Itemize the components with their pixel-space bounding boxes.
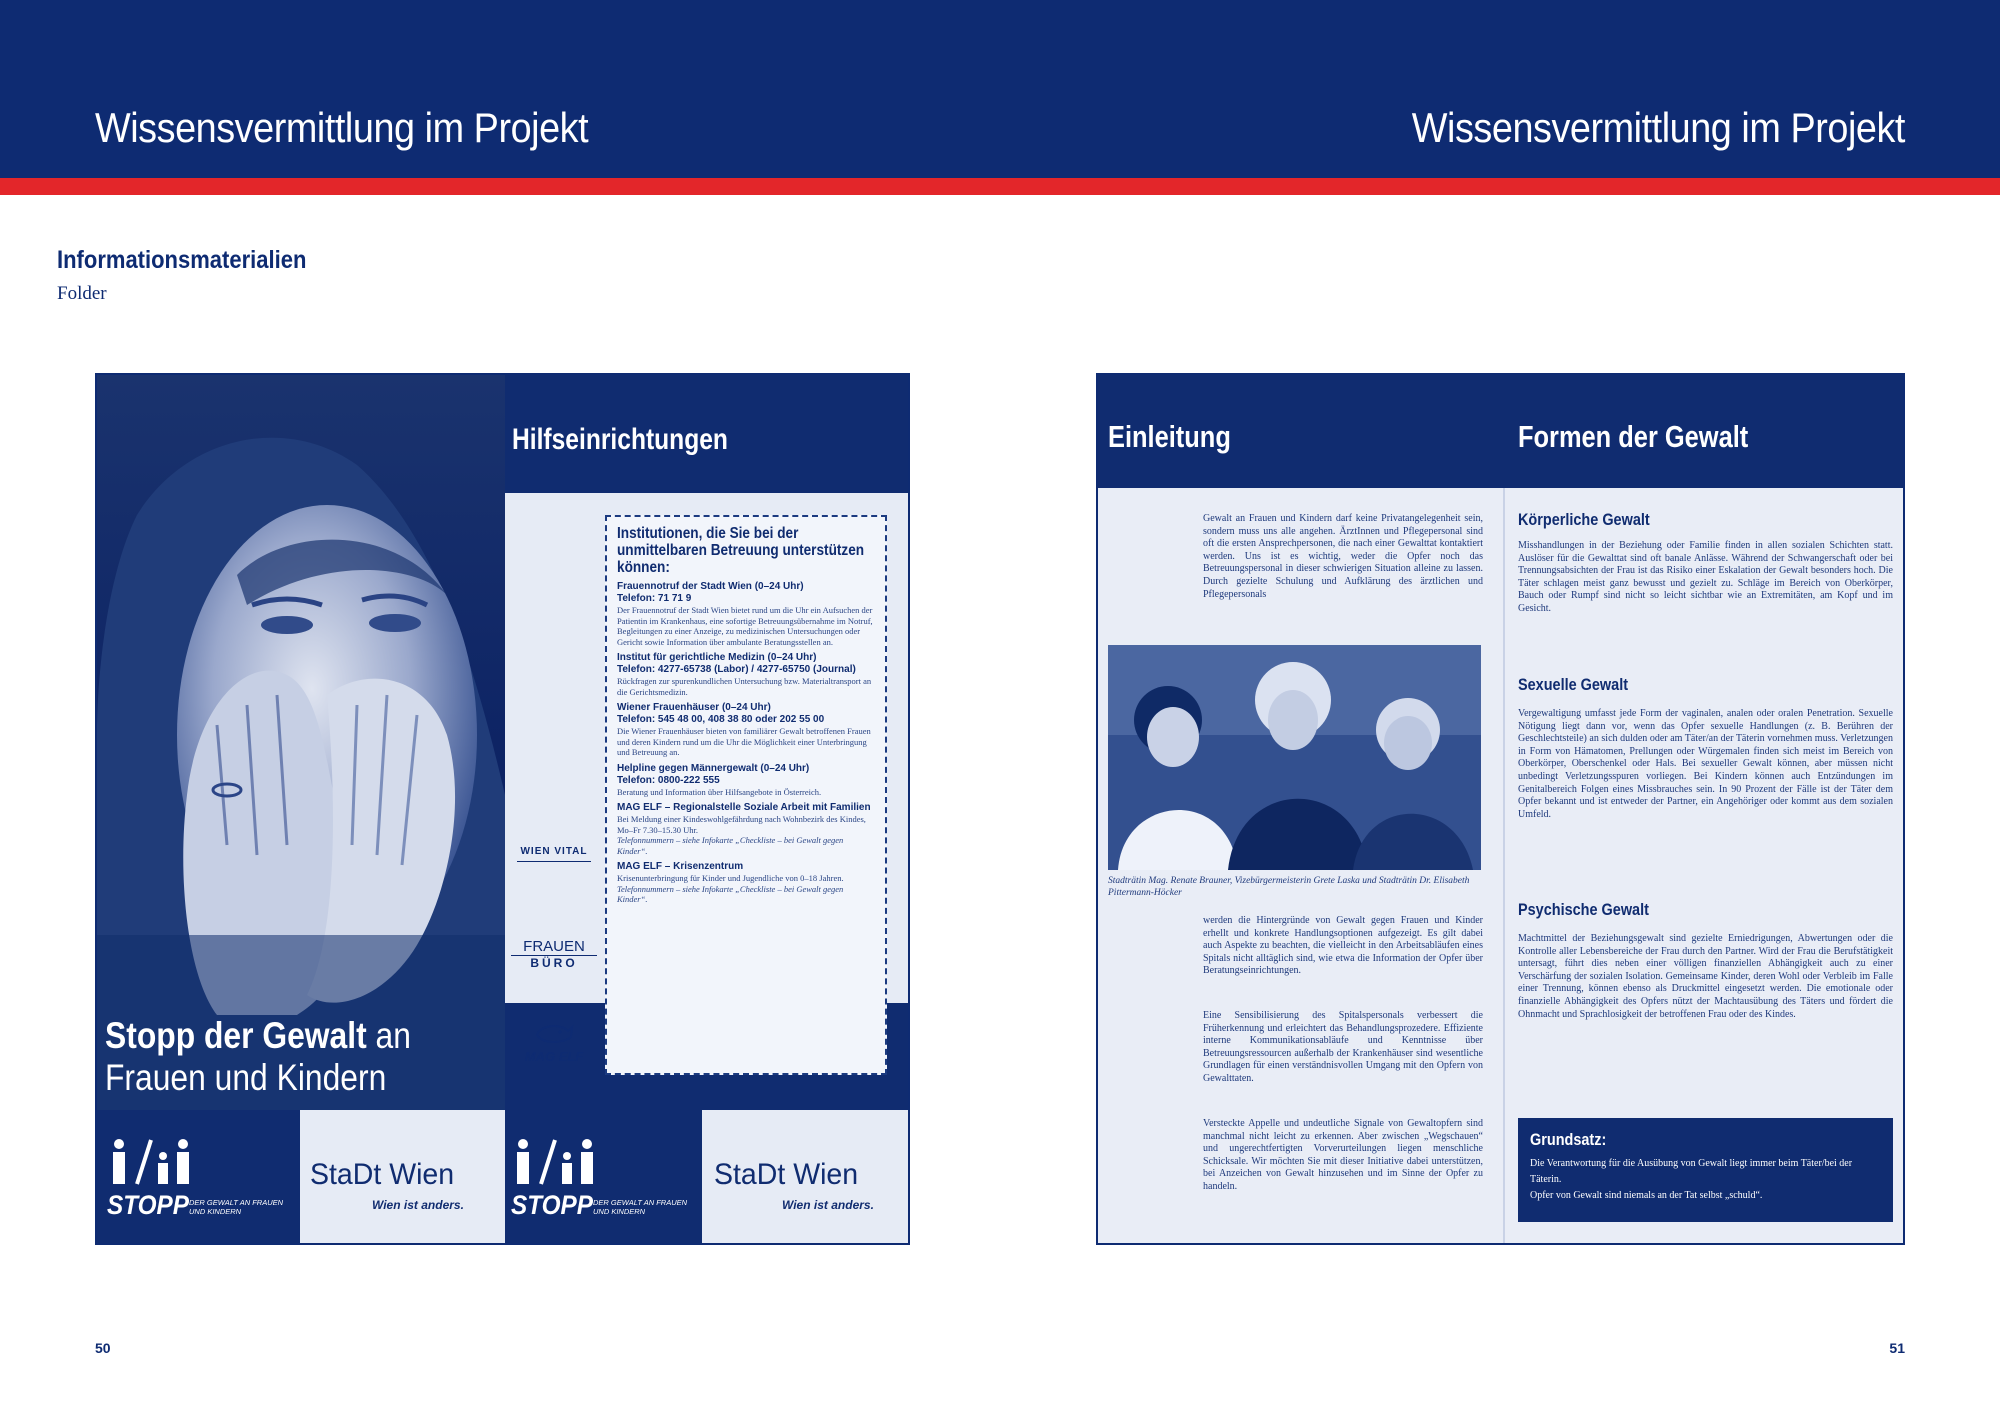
frauen-buero-logo: FRAUEN BÜRO: [511, 938, 597, 970]
grundsatz-text: [1530, 1156, 1881, 1204]
institution-description: Bei Meldung einer Kindeswohlgefährdung nach Wohnbezirk des Kindes, Mo–Fr 7.30–15.30 Uhr.: [617, 814, 866, 835]
koerperliche-gewalt-heading: Körperliche Gewalt: [1518, 510, 1650, 529]
wien-vital-logo: WIEN VITAL: [511, 845, 597, 862]
stadt-wien-wordmark: StaDt Wien: [714, 1158, 859, 1191]
page-number-left: 50: [95, 1340, 111, 1356]
list-item: [617, 702, 875, 758]
stopp-tagline: DER GEWALT AN FRAUEN UND KINDERN: [189, 1198, 284, 1216]
institutions-box: [605, 515, 887, 1075]
institution-phone: Telefon: 0800-222 555: [617, 774, 720, 786]
psychische-gewalt-text: Machtmittel der Beziehungsgewalt sind gezielte Erniedrigungen, Abwertungen oder die Kontrolle aller Lebensbereiche der Frau durch den Partner. Wird der Frau die Berufstätigkeit untersagt, führt dies neben einer völligen finanziellen Abhängigkeit auch zu einer Verschärfung der sozialen Isolation. Gemeinsame Kinder, deren Wohl oder Verbleib im Falle einer Trennung, können ebenso als Druckmittel eingesetzt werden. Die emotionale oder finanzielle Abhängigkeit des Opfers nützt der Machtausübung des Täters und fördert die Ohnmacht und Sprachlosigkeit der betroffenen Frau oder des Kindes.: [1518, 933, 1893, 1020]
stopp-wordmark: STOPP: [107, 1190, 189, 1220]
folder-front-back: [95, 373, 910, 1245]
intro-paragraph: Gewalt an Frauen und Kindern darf keine Privatangelegenheit sein, sondern muss uns alle angehen. ÄrztInnen und Pflegepersonal sind oft die ersten Ansprechpersonen, die nach einer Gewalttat kontaktiert werden. Uns ist es wichtig, weder die Opfer noch das Betreuungspersonal in dieser schwierigen Situation alleine zu lassen. Durch gezielte Schulung und Aufklärung des ärztlichen und Pflegepersonals: [1203, 513, 1483, 600]
institution-description: Der Frauennotruf der Stadt Wien bietet rund um die Uhr ein Aufsuchen der Patientin im Krankenhaus, eine sofortige Betreuungsübernahme im Notruf, Begleitungen zu einer Anzeige, zu medizinischen Untersuchungen oder Gericht sowie Information über ambulante Beratungsstellen an.: [617, 605, 873, 647]
photo-caption: Stadträtin Mag. Renate Brauner, Vizebürgermeisterin Grete Laska und Stadträtin Dr. Elisabeth Pittermann-Höcker: [1108, 876, 1470, 898]
stopp-figures-icon: [511, 1138, 601, 1186]
logo-strip: [97, 1110, 910, 1245]
institution-note: Telefonnummern – siehe Infokarte „Checkliste – bei Gewalt gegen Kinder“.: [617, 835, 844, 856]
section-subtitle: Folder: [57, 283, 107, 304]
intro-paragraph-4: Versteckte Appelle und undeutliche Signale von Gewaltopfern sind manchmal nicht leicht zu erkennen. Aber zwischen „Wegschauen“ und ungerechtfertigten Vorverurteilungen liegen menschliche Schicksale. Wir möchten Sie mit dieser Initiative dabei unterstützen, bei Anzeichen von Gewalt hinzusehen und im Sinne der Opfer zu handeln.: [1203, 1118, 1483, 1192]
list-item: [617, 802, 875, 856]
formen-title: Formen der Gewalt: [1518, 419, 1749, 454]
institution-description: Beratung und Information über Hilfsangebote in Österreich.: [617, 786, 822, 797]
grundsatz-title: Grundsatz:: [1530, 1130, 1607, 1149]
partner-logo-column: [505, 493, 600, 1064]
cover-headline: [105, 1015, 449, 1099]
institution-phone: Telefon: 71 71 9: [617, 593, 692, 604]
institution-phone: Telefon: 545 48 00, 408 38 80 oder 202 55 00: [617, 714, 825, 725]
crying-woman-photo: [97, 375, 505, 1110]
help-panel: [505, 375, 910, 1110]
institution-name: Helpline gegen Männergewalt (0–24 Uhr): [617, 762, 810, 774]
whale-icon: [534, 1021, 574, 1047]
list-item: [617, 652, 875, 697]
headline-rest: an Frauen und Kindern: [105, 1015, 411, 1098]
institutions-heading: Institutionen, die Sie bei der unmittelbaren Betreuung unterstützen können:: [617, 525, 865, 576]
wien-slogan: Wien ist anders.: [372, 1198, 464, 1212]
page-title-left: Wissensvermittlung im Projekt: [95, 104, 589, 151]
stopp-tagline: DER GEWALT AN FRAUEN UND KINDERN: [593, 1198, 688, 1216]
stadt-wien-logo-tile: [702, 1110, 910, 1245]
intro-paragraph-2: werden die Hintergründe von Gewalt gegen Frauen und Kinder erhellt und konkrete Handlungsoptionen aufgezeigt. Es gilt dabei auch Aspekte zu beachten, die vielleicht in den Arbeitsabläufen eines Spitals nicht alltäglich sind, wie etwa die Information der Opfer über Beratungseinrichtungen.: [1203, 915, 1483, 977]
institution-name: Frauennotruf der Stadt Wien (0–24 Uhr): [617, 581, 804, 592]
headline-bold: Stopp der Gewalt: [105, 1015, 367, 1056]
institution-name: MAG ELF – Krisenzentrum: [617, 861, 744, 872]
list-item: [617, 581, 875, 647]
einleitung-title: Einleitung: [1108, 419, 1231, 454]
institution-name: MAG ELF – Regionalstelle Soziale Arbeit mit Familien: [617, 802, 871, 813]
stopp-figures-icon: [107, 1138, 197, 1186]
three-women-photo: [1108, 645, 1481, 870]
folder-inside: [1096, 373, 1905, 1245]
group-photo: [1108, 645, 1481, 870]
mag-elf-logo: MAG ELF: [511, 1021, 597, 1063]
list-item: [617, 861, 875, 905]
sexuelle-gewalt-text: Vergewaltigung umfasst jede Form der vaginalen, analen oder oralen Penetration. Sexuelle Nötigung liegt dann vor, wenn das Opfer sexuelle Handlungen (z. B. Berühren der Geschlechtsteile) an sich dulden oder am Täter/an der Täterin vornehmen muss. Verletzungen in Form von Hämatomen, Prellungen oder Würgemalen finden sich meist im Bereich von Oberkörper, Oberschenkel oder Hals. Bei sexueller Gewalt können, aber müssen nicht unbedingt Verletzungsspuren vorliegen. Bei Kindern können auch Entzündungen im Genitalbereich Folgen eines Missbrauches sein. In 90 Prozent der Fälle ist der Täter dem Opfer bekannt und ist entweder der Partner, ein Angehöriger oder kommt aus dem sozialen Umfeld.: [1518, 708, 1893, 820]
stopp-logo-tile: [97, 1110, 300, 1245]
institution-phone: Telefon: 4277-65738 (Labor) / 4277-65750 (Journal): [617, 664, 856, 675]
stadt-wien-logo-tile: [300, 1110, 505, 1245]
grundsatz-box: [1518, 1118, 1893, 1222]
header-red-stripe: [0, 178, 2000, 195]
grundsatz-line-1: Die Verantwortung für die Ausübung von Gewalt liegt immer beim Täter/bei der Täterin.: [1530, 1158, 1853, 1185]
koerperliche-gewalt-text: Misshandlungen in der Beziehung oder Familie finden in allen sozialen Schichten statt. Auslöser für die Gewalttat sind oft banale Anlässe. Während der Schwangerschaft oder bei Trennungsabsichten der Frau ist das Risiko einer Eskalation der Gewalt besonders hoch. Die Täter schlagen meist ganz bewusst und gezielt zu. Schläge im Bereich von Oberkörper, Bauch oder Rumpf sind nicht so leicht sichtbar wie an Extremitäten, am Kopf und im Gesicht.: [1518, 540, 1893, 614]
stopp-wordmark: STOPP: [511, 1190, 593, 1220]
institution-note: Telefonnummern – siehe Infokarte „Checkliste – bei Gewalt gegen Kinder“.: [617, 883, 844, 904]
stadt-wien-wordmark: StaDt Wien: [310, 1158, 455, 1191]
institution-description: Krisenunterbringung für Kinder und Jugendliche von 0–18 Jahren.: [617, 873, 844, 883]
institution-description: Rückfragen zur spurenkundlichen Untersuchung bzw. Materialtransport an die Gerichtsmedizin.: [617, 676, 872, 697]
institution-name: Institut für gerichtliche Medizin (0–24 Uhr): [617, 652, 817, 663]
grundsatz-line-2: Opfer von Gewalt sind niemals an der Tat selbst „schuld“.: [1530, 1190, 1763, 1201]
institution-name: Wiener Frauenhäuser (0–24 Uhr): [617, 702, 771, 713]
column-divider: [1503, 488, 1505, 1245]
cover-photo-panel: [97, 375, 505, 1110]
list-item: [617, 763, 875, 798]
help-title: Hilfseinrichtungen: [512, 423, 728, 456]
institution-description: Die Wiener Frauenhäuser bieten von familiärer Gewalt betroffenen Frauen und deren Kindern rund um die Uhr die Möglichkeit einer Unterbringung und Betreuung an.: [617, 726, 871, 757]
section-title: Informationsmaterialien: [57, 246, 307, 274]
stopp-logo-tile: [505, 1110, 702, 1245]
psychische-gewalt-heading: Psychische Gewalt: [1518, 900, 1649, 919]
sexuelle-gewalt-heading: Sexuelle Gewalt: [1518, 675, 1629, 694]
page-title-right: Wissensvermittlung im Projekt: [1411, 104, 1905, 151]
page-number-right: 51: [1889, 1340, 1905, 1356]
wien-slogan: Wien ist anders.: [782, 1198, 874, 1212]
intro-paragraph-3: Eine Sensibilisierung des Spitalspersonals verbessert die Früherkennung und erleichtert das Behandlungsprozedere. Effiziente interne Kommunikationsabläufe und Kenntnisse über Betreuungsressourcen außerhalb der Krankenhäuser sind wesentliche Grundlagen für einen verständnisvollen Umgang mit den Opfern von Gewalttaten.: [1203, 1010, 1483, 1084]
